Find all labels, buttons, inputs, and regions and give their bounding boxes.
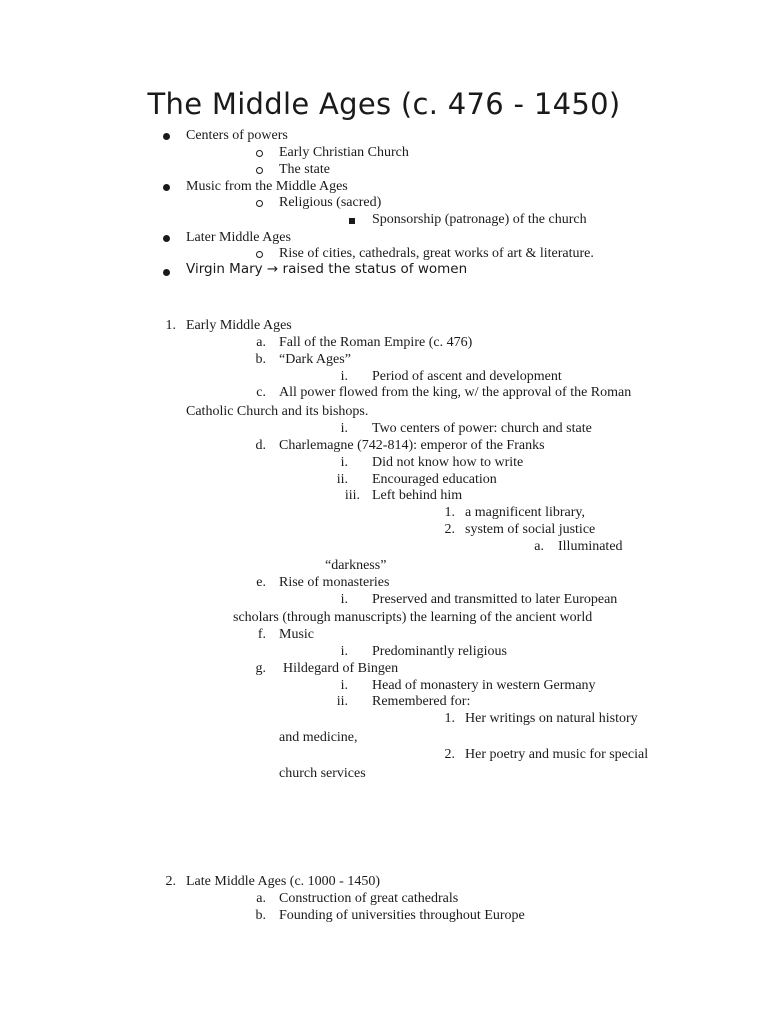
- bullet-item: Early Christian Church: [279, 145, 409, 160]
- bullet-ring-icon: [256, 145, 263, 162]
- bullet-item: Virgin Mary → raised the status of women: [186, 261, 468, 277]
- bullet-square-icon: [349, 212, 355, 229]
- outline-item: Music: [279, 627, 314, 642]
- outline-item: Two centers of power: church and state: [372, 421, 592, 436]
- outline-item: Illuminated: [558, 539, 623, 554]
- list-marker: 1.: [444, 711, 455, 726]
- outline-item: Did not know how to write: [372, 455, 524, 470]
- list-marker: e.: [256, 575, 266, 590]
- list-marker: c.: [256, 385, 266, 400]
- bullet-dot-icon: [163, 264, 170, 281]
- outline-item: Encouraged education: [372, 472, 497, 487]
- bullet-item: Rise of cities, cathedrals, great works of art & literature.: [279, 246, 594, 261]
- outline-item-continuation: and medicine,: [279, 730, 358, 745]
- list-marker: 2.: [444, 747, 455, 762]
- bullet-item: The state: [279, 162, 330, 177]
- outline-item: Left behind him: [372, 488, 463, 503]
- list-marker: 1.: [444, 505, 455, 520]
- list-marker: b.: [255, 352, 266, 367]
- bullet-dot-icon: [163, 128, 170, 145]
- outline-item: Her poetry and music for special: [465, 747, 649, 762]
- bullet-ring-icon: [256, 162, 263, 179]
- outline-item: Hildegard of Bingen: [283, 661, 399, 676]
- list-marker: iii.: [344, 488, 360, 503]
- outline-item: “Dark Ages”: [279, 352, 351, 367]
- list-marker: i.: [340, 678, 348, 693]
- outline-item-continuation: “darkness”: [325, 558, 387, 573]
- bullet-item: Music from the Middle Ages: [186, 179, 348, 194]
- bullet-dot-icon: [163, 230, 170, 247]
- list-marker: a.: [256, 335, 266, 350]
- outline-item-continuation: Catholic Church and its bishops.: [186, 404, 369, 419]
- outline-item: Charlemagne (742-814): emperor of the Franks: [279, 438, 545, 453]
- bullet-dot-icon: [163, 179, 170, 196]
- outline-item: a magnificent library,: [465, 505, 585, 520]
- bullet-ring-icon: [256, 195, 263, 212]
- list-marker: i.: [340, 421, 348, 436]
- list-marker: ii.: [336, 472, 348, 487]
- outline-item-continuation: church services: [279, 766, 366, 781]
- list-marker: ii.: [336, 694, 348, 709]
- outline-item: Her writings on natural history: [465, 711, 638, 726]
- list-number: 2.: [165, 874, 176, 889]
- outline-item: Preserved and transmitted to later European: [372, 592, 618, 607]
- list-marker: g.: [255, 661, 266, 676]
- outline-heading: Early Middle Ages: [186, 318, 292, 333]
- bullet-item: Religious (sacred): [279, 195, 382, 210]
- outline-item: All power flowed from the king, w/ the approval of the Roman: [279, 385, 632, 400]
- outline-item: Fall of the Roman Empire (c. 476): [279, 335, 473, 350]
- list-number: 1.: [165, 318, 176, 333]
- list-marker: a.: [256, 891, 266, 906]
- outline-heading: Late Middle Ages (c. 1000 - 1450): [186, 874, 381, 889]
- outline-item: Predominantly religious: [372, 644, 507, 659]
- outline-item: Construction of great cathedrals: [279, 891, 459, 906]
- list-marker: a.: [534, 539, 544, 554]
- list-marker: i.: [340, 455, 348, 470]
- outline-item: Remembered for:: [372, 694, 471, 709]
- bullet-item: Later Middle Ages: [186, 230, 291, 245]
- bullet-item: Centers of powers: [186, 128, 288, 143]
- list-marker: f.: [257, 627, 266, 642]
- outline-item-continuation: scholars (through manuscripts) the learning of the ancient world: [233, 610, 593, 625]
- list-marker: 2.: [444, 522, 455, 537]
- list-marker: i.: [340, 369, 348, 384]
- list-marker: d.: [255, 438, 266, 453]
- outline-item: Head of monastery in western Germany: [372, 678, 596, 693]
- outline-item: Period of ascent and development: [372, 369, 562, 384]
- outline-item: Founding of universities throughout Europe: [279, 908, 525, 923]
- page-title: The Middle Ages (c. 476 - 1450): [147, 87, 621, 121]
- bullet-item: Sponsorship (patronage) of the church: [372, 212, 587, 227]
- outline-item: Rise of monasteries: [279, 575, 390, 590]
- outline-item: system of social justice: [465, 522, 596, 537]
- list-marker: b.: [255, 908, 266, 923]
- list-marker: i.: [340, 592, 348, 607]
- list-marker: i.: [340, 644, 348, 659]
